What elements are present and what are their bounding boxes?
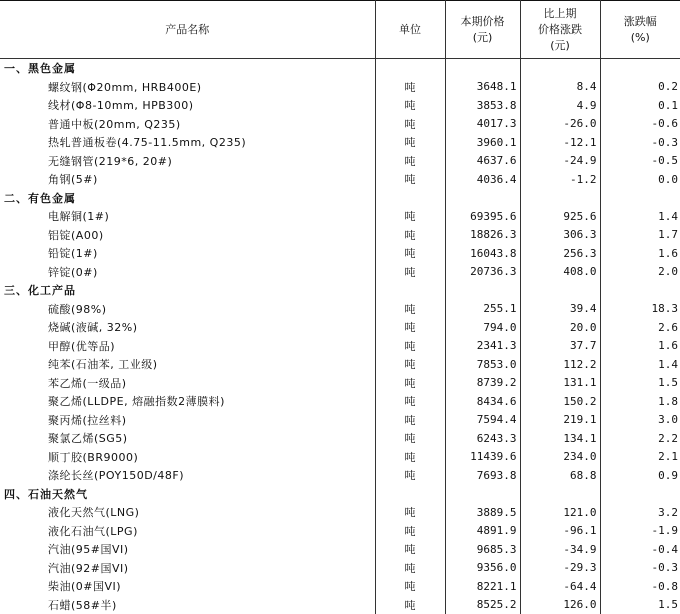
unit-cell: 吨 [375, 244, 445, 263]
change-cell: -64.4 [520, 577, 600, 596]
category-pct-empty [600, 59, 680, 78]
category-change-empty [520, 189, 600, 208]
price-cell: 7853.0 [445, 355, 520, 374]
product-name-cell: 顺丁胶(BR9000) [0, 448, 375, 467]
table-row [0, 503, 680, 522]
category-price-empty [445, 485, 520, 504]
unit-cell: 吨 [375, 374, 445, 393]
price-cell: 9685.3 [445, 540, 520, 559]
category-row [0, 59, 680, 78]
change-cell: 134.1 [520, 429, 600, 448]
change-cell: 39.4 [520, 300, 600, 319]
table-row [0, 300, 680, 319]
change-cell: 37.7 [520, 337, 600, 356]
change-percent-cell: 3.2 [600, 503, 680, 522]
price-cell: 18826.3 [445, 226, 520, 245]
unit-cell: 吨 [375, 466, 445, 485]
table-row [0, 429, 680, 448]
change-cell: 8.4 [520, 78, 600, 97]
unit-cell: 吨 [375, 411, 445, 430]
product-name-cell: 铝锭(A00) [0, 226, 375, 245]
product-name-cell: 聚氯乙烯(SG5) [0, 429, 375, 448]
product-name-cell: 聚乙烯(LLDPE, 熔融指数2薄膜料) [0, 392, 375, 411]
unit-cell: 吨 [375, 207, 445, 226]
category-unit-empty [375, 485, 445, 504]
table-row [0, 78, 680, 97]
header-current-price: 本期价格 (元) [445, 1, 520, 59]
price-cell: 3853.8 [445, 96, 520, 115]
price-cell: 69395.6 [445, 207, 520, 226]
table-row [0, 392, 680, 411]
table-row [0, 170, 680, 189]
table-row [0, 133, 680, 152]
table-body [0, 59, 680, 614]
change-percent-cell: 3.0 [600, 411, 680, 430]
change-percent-cell: -0.8 [600, 577, 680, 596]
table-row [0, 226, 680, 245]
product-name-cell: 热轧普通板卷(4.75-11.5mm, Q235) [0, 133, 375, 152]
category-price-empty [445, 189, 520, 208]
price-cell: 8525.2 [445, 596, 520, 614]
header-price-change: 比上期 价格涨跌 (元) [520, 1, 600, 59]
change-cell: 121.0 [520, 503, 600, 522]
unit-cell: 吨 [375, 577, 445, 596]
category-unit-empty [375, 59, 445, 78]
unit-cell: 吨 [375, 226, 445, 245]
change-cell: 234.0 [520, 448, 600, 467]
header-unit: 单位 [375, 1, 445, 59]
category-price-empty [445, 281, 520, 300]
product-name-cell: 涤纶长丝(POY150D/48F) [0, 466, 375, 485]
unit-cell: 吨 [375, 96, 445, 115]
table-row [0, 448, 680, 467]
table-row [0, 540, 680, 559]
table-row [0, 577, 680, 596]
table-row [0, 596, 680, 614]
product-name-cell: 烧碱(液碱, 32%) [0, 318, 375, 337]
product-name-cell: 电解铜(1#) [0, 207, 375, 226]
category-title: 四、石油天然气 [0, 485, 375, 504]
change-percent-cell: 2.1 [600, 448, 680, 467]
product-name-cell: 普通中板(20mm, Q235) [0, 115, 375, 134]
change-percent-cell: -0.4 [600, 540, 680, 559]
unit-cell: 吨 [375, 596, 445, 614]
change-percent-cell: 1.8 [600, 392, 680, 411]
price-cell: 4017.3 [445, 115, 520, 134]
price-cell: 4637.6 [445, 152, 520, 171]
price-cell: 3960.1 [445, 133, 520, 152]
change-cell: -96.1 [520, 522, 600, 541]
table-row [0, 522, 680, 541]
table-row [0, 411, 680, 430]
change-cell: -26.0 [520, 115, 600, 134]
price-cell: 4891.9 [445, 522, 520, 541]
product-name-cell: 石蜡(58#半) [0, 596, 375, 614]
unit-cell: 吨 [375, 540, 445, 559]
header-product-name: 产品名称 [0, 1, 375, 59]
product-name-cell: 汽油(92#国VI) [0, 559, 375, 578]
product-name-cell: 锌锭(0#) [0, 263, 375, 282]
product-name-cell: 铅锭(1#) [0, 244, 375, 263]
product-name-cell: 硫酸(98%) [0, 300, 375, 319]
product-name-cell: 螺纹钢(Φ20mm, HRB400E) [0, 78, 375, 97]
unit-cell: 吨 [375, 133, 445, 152]
table-row [0, 318, 680, 337]
price-cell: 7693.8 [445, 466, 520, 485]
category-title: 二、有色金属 [0, 189, 375, 208]
change-percent-cell: 0.1 [600, 96, 680, 115]
change-cell: 112.2 [520, 355, 600, 374]
unit-cell: 吨 [375, 337, 445, 356]
table-row [0, 152, 680, 171]
product-name-cell: 角钢(5#) [0, 170, 375, 189]
product-name-cell: 苯乙烯(一级品) [0, 374, 375, 393]
category-row [0, 485, 680, 504]
price-cell: 8434.6 [445, 392, 520, 411]
price-cell: 11439.6 [445, 448, 520, 467]
product-name-cell: 无缝钢管(219*6, 20#) [0, 152, 375, 171]
product-name-cell: 液化石油气(LPG) [0, 522, 375, 541]
table-row [0, 559, 680, 578]
change-percent-cell: 1.5 [600, 596, 680, 614]
category-unit-empty [375, 281, 445, 300]
unit-cell: 吨 [375, 392, 445, 411]
product-name-cell: 纯苯(石油苯, 工业级) [0, 355, 375, 374]
unit-cell: 吨 [375, 115, 445, 134]
price-cell: 8739.2 [445, 374, 520, 393]
price-cell: 255.1 [445, 300, 520, 319]
change-cell: -24.9 [520, 152, 600, 171]
price-cell: 7594.4 [445, 411, 520, 430]
change-percent-cell: 1.6 [600, 337, 680, 356]
product-name-cell: 汽油(95#国VI) [0, 540, 375, 559]
category-change-empty [520, 59, 600, 78]
product-name-cell: 线材(Φ8-10mm, HPB300) [0, 96, 375, 115]
unit-cell: 吨 [375, 429, 445, 448]
change-cell: -34.9 [520, 540, 600, 559]
change-percent-cell: 2.6 [600, 318, 680, 337]
table-row [0, 115, 680, 134]
category-row [0, 189, 680, 208]
price-cell: 9356.0 [445, 559, 520, 578]
change-percent-cell: 18.3 [600, 300, 680, 319]
unit-cell: 吨 [375, 503, 445, 522]
change-cell: 150.2 [520, 392, 600, 411]
price-cell: 794.0 [445, 318, 520, 337]
change-cell: 306.3 [520, 226, 600, 245]
change-percent-cell: 0.2 [600, 78, 680, 97]
table-row [0, 244, 680, 263]
table-row [0, 355, 680, 374]
unit-cell: 吨 [375, 300, 445, 319]
change-percent-cell: -0.3 [600, 133, 680, 152]
product-name-cell: 柴油(0#国VI) [0, 577, 375, 596]
price-cell: 4036.4 [445, 170, 520, 189]
price-cell: 20736.3 [445, 263, 520, 282]
change-percent-cell: 1.7 [600, 226, 680, 245]
change-percent-cell: -0.3 [600, 559, 680, 578]
category-change-empty [520, 485, 600, 504]
change-percent-cell: -0.5 [600, 152, 680, 171]
table-row [0, 263, 680, 282]
unit-cell: 吨 [375, 78, 445, 97]
change-cell: 20.0 [520, 318, 600, 337]
change-percent-cell: -0.6 [600, 115, 680, 134]
change-cell: 219.1 [520, 411, 600, 430]
change-percent-cell: 2.2 [600, 429, 680, 448]
product-name-cell: 甲醇(优等品) [0, 337, 375, 356]
table-row [0, 466, 680, 485]
change-cell: -12.1 [520, 133, 600, 152]
price-cell: 3648.1 [445, 78, 520, 97]
product-name-cell: 液化天然气(LNG) [0, 503, 375, 522]
unit-cell: 吨 [375, 559, 445, 578]
unit-cell: 吨 [375, 318, 445, 337]
change-cell: 256.3 [520, 244, 600, 263]
unit-cell: 吨 [375, 152, 445, 171]
price-cell: 2341.3 [445, 337, 520, 356]
unit-cell: 吨 [375, 448, 445, 467]
change-cell: -1.2 [520, 170, 600, 189]
category-row [0, 281, 680, 300]
category-price-empty [445, 59, 520, 78]
change-percent-cell: 1.5 [600, 374, 680, 393]
change-cell: 408.0 [520, 263, 600, 282]
change-percent-cell: 0.0 [600, 170, 680, 189]
change-cell: -29.3 [520, 559, 600, 578]
table-row [0, 96, 680, 115]
category-pct-empty [600, 485, 680, 504]
price-cell: 8221.1 [445, 577, 520, 596]
table-row [0, 337, 680, 356]
change-cell: 126.0 [520, 596, 600, 614]
unit-cell: 吨 [375, 170, 445, 189]
table-header-row [0, 1, 680, 59]
category-pct-empty [600, 281, 680, 300]
table-row [0, 207, 680, 226]
category-title: 三、化工产品 [0, 281, 375, 300]
change-percent-cell: 1.4 [600, 355, 680, 374]
change-percent-cell: -1.9 [600, 522, 680, 541]
change-percent-cell: 2.0 [600, 263, 680, 282]
product-name-cell: 聚丙烯(拉丝料) [0, 411, 375, 430]
unit-cell: 吨 [375, 355, 445, 374]
header-change-percent: 涨跌幅 (%) [600, 1, 680, 59]
table-row [0, 374, 680, 393]
category-pct-empty [600, 189, 680, 208]
price-cell: 6243.3 [445, 429, 520, 448]
change-cell: 68.8 [520, 466, 600, 485]
price-cell: 3889.5 [445, 503, 520, 522]
change-percent-cell: 0.9 [600, 466, 680, 485]
unit-cell: 吨 [375, 522, 445, 541]
change-percent-cell: 1.4 [600, 207, 680, 226]
change-cell: 4.9 [520, 96, 600, 115]
change-cell: 925.6 [520, 207, 600, 226]
change-percent-cell: 1.6 [600, 244, 680, 263]
unit-cell: 吨 [375, 263, 445, 282]
category-change-empty [520, 281, 600, 300]
price-cell: 16043.8 [445, 244, 520, 263]
category-title: 一、黑色金属 [0, 59, 375, 78]
change-cell: 131.1 [520, 374, 600, 393]
category-unit-empty [375, 189, 445, 208]
